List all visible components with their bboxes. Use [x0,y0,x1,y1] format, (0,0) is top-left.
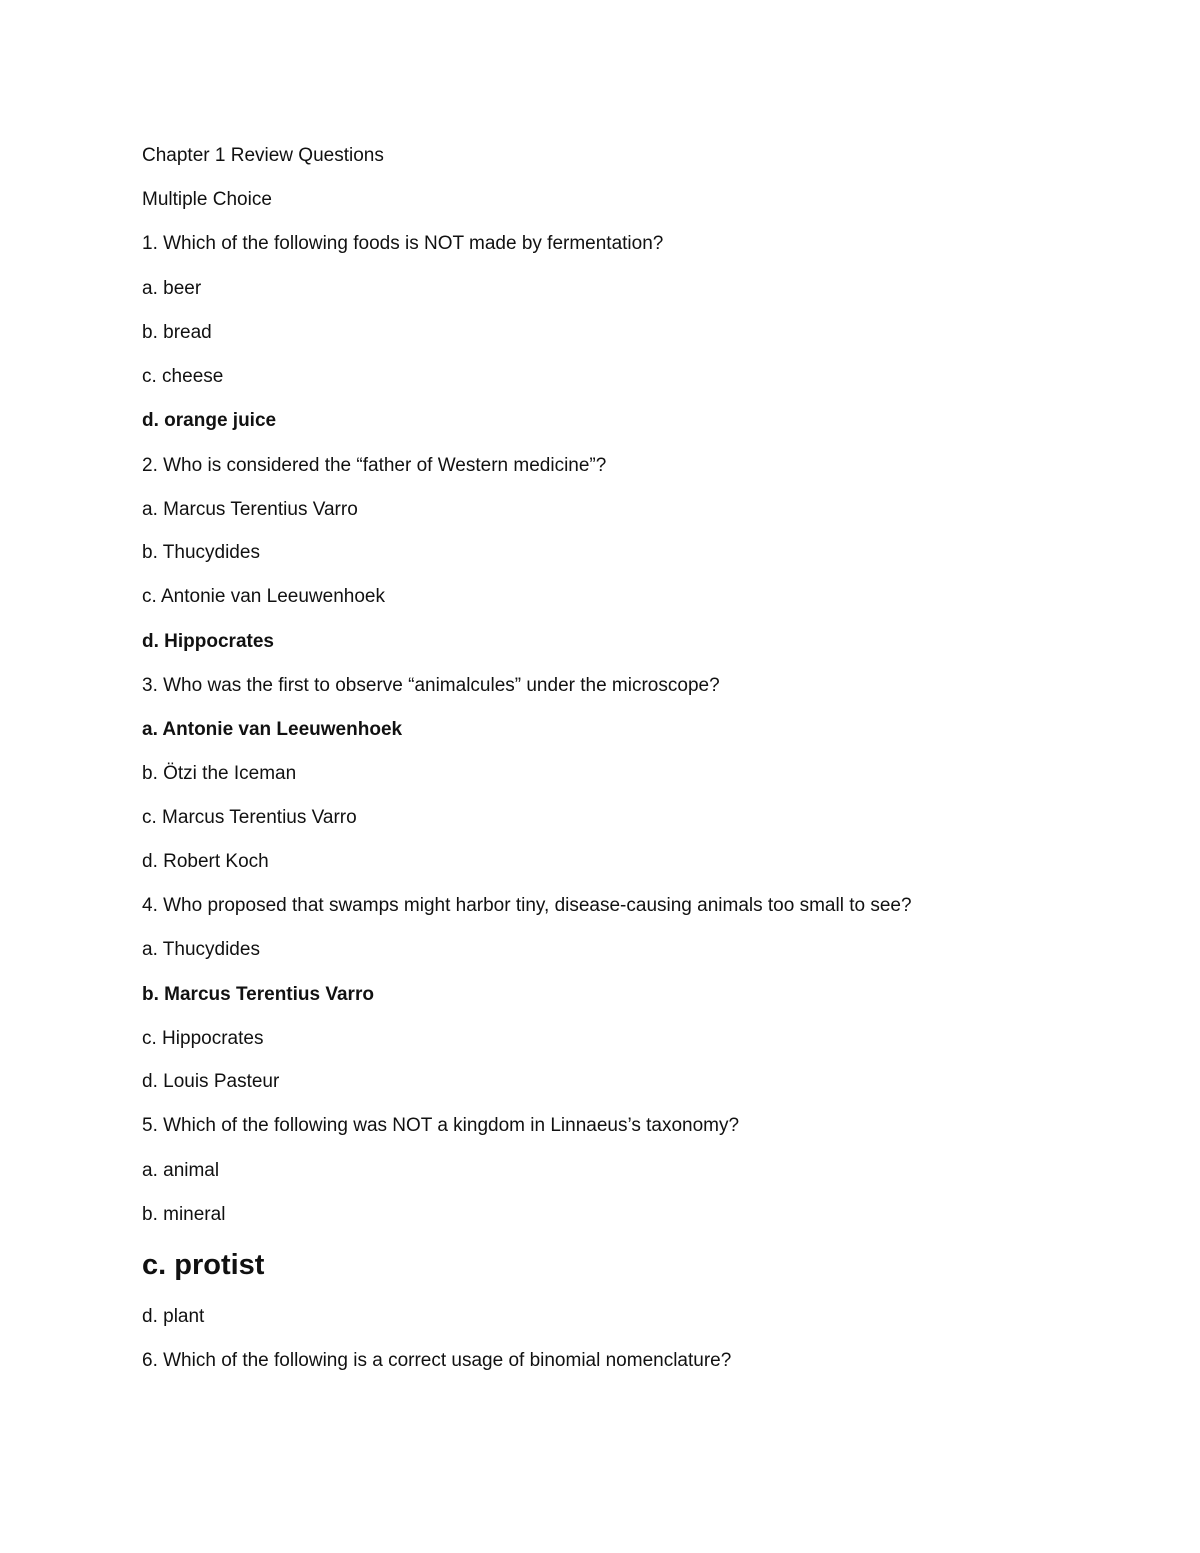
question-2-option-b: b. Thucydides [142,542,260,563]
question-1-option-d-answer: d. orange juice [142,410,277,431]
document-title: Chapter 1 Review Questions [142,145,384,166]
question-4-option-c: c. Hippocrates [142,1028,264,1049]
question-2-option-a: a. Marcus Terentius Varro [142,499,358,520]
question-2-option-d-answer: d. Hippocrates [142,631,274,652]
question-1-option-a: a. beer [142,278,202,299]
question-5-option-c-answer: c. protist [142,1249,265,1281]
question-1-option-b: b. bread [142,322,212,343]
question-2-option-c: c. Antonie van Leeuwenhoek [142,586,385,607]
question-4-option-d: d. Louis Pasteur [142,1071,280,1092]
section-heading: Multiple Choice [142,189,272,210]
question-5-option-d: d. plant [142,1306,205,1327]
question-1-option-c: c. cheese [142,366,224,387]
question-4-option-a: a. Thucydides [142,939,260,960]
question-5-prompt: 5. Which of the following was NOT a kingdom in Linnaeus’s taxonomy? [142,1115,740,1136]
question-3-option-b: b. Ötzi the Iceman [142,763,297,784]
question-5-option-a: a. animal [142,1160,220,1181]
question-4-prompt: 4. Who proposed that swamps might harbor tiny, disease-causing animals too small to see? [142,895,912,916]
question-3-option-a-answer: a. Antonie van Leeuwenhoek [142,719,403,740]
question-3-option-c: c. Marcus Terentius Varro [142,807,357,828]
question-2-prompt: 2. Who is considered the “father of Western medicine”? [142,455,607,476]
question-1-prompt: 1. Which of the following foods is NOT made by fermentation? [142,233,664,254]
question-3-prompt: 3. Who was the first to observe “animalcules” under the microscope? [142,675,720,696]
question-5-option-b: b. mineral [142,1204,226,1225]
question-6-prompt: 6. Which of the following is a correct usage of binomial nomenclature? [142,1350,732,1371]
question-3-option-d: d. Robert Koch [142,851,269,872]
question-4-option-b-answer: b. Marcus Terentius Varro [142,984,374,1005]
